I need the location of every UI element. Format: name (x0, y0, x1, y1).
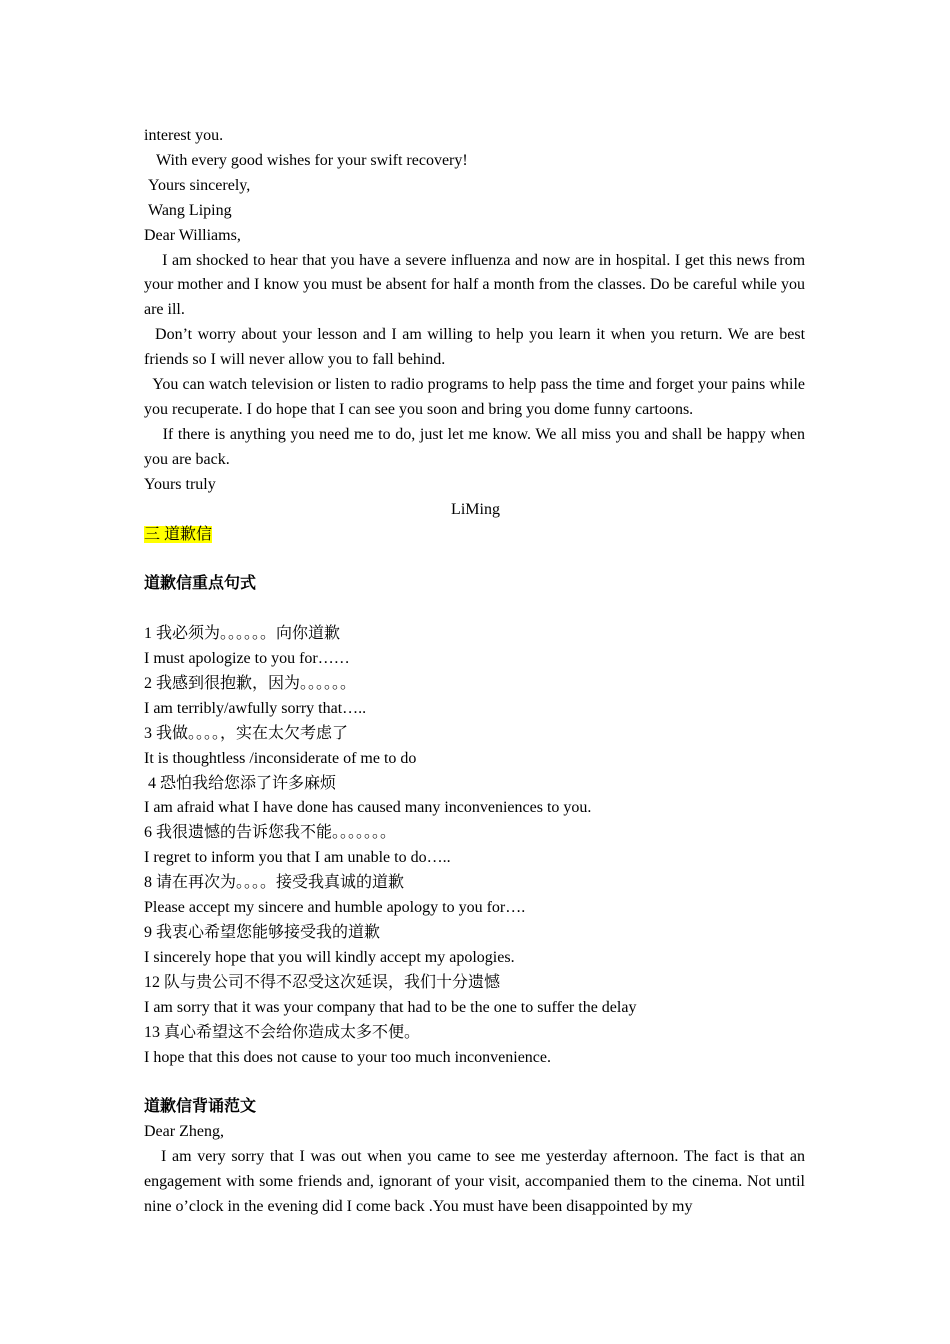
pattern-line: 1 我必须为。。。。。。向你道歉 (144, 625, 341, 643)
blank-line (144, 1070, 805, 1095)
pattern-line: 13 真心希望这不会给你造成太多不便。 (144, 1023, 421, 1041)
wishes-line: With every good wishes for your swift recovery! (144, 151, 468, 169)
section-heading (144, 523, 805, 548)
pattern-line: I hope that this does not cause to your too much inconvenience. (144, 1048, 552, 1066)
sample-heading: 道歉信背诵范文 (144, 1098, 257, 1116)
letter-signature: LiMing (451, 500, 500, 518)
pattern-line: 2 我感到很抱歉，因为。。。。。。 (144, 674, 357, 692)
highlighted-heading: 三 道歉信 (144, 525, 213, 543)
sample-greeting: Dear Zheng, (144, 1123, 224, 1141)
pattern-line: 8 请在再次为。。。。接受我真诚的道歉 (144, 874, 405, 892)
blank-line (144, 597, 805, 622)
pattern-line: Please accept my sincere and humble apology to you for…. (144, 899, 526, 917)
pattern-line: 4 恐怕我给您添了许多麻烦 (144, 774, 337, 792)
patterns-heading: 道歉信重点句式 (144, 575, 257, 593)
blank-line (144, 547, 805, 572)
pattern-line: I sincerely hope that you will kindly accept my apologies. (144, 948, 515, 966)
pattern-line: I am terribly/awfully sorry that….. (144, 699, 367, 717)
pattern-line: 3 我做。。。。，实在太欠考虑了 (144, 724, 349, 742)
pattern-line: I regret to inform you that I am unable to do….. (144, 849, 451, 867)
closing-line: Yours sincerely, (144, 176, 251, 194)
pattern-line: I must apologize to you for…… (144, 650, 350, 667)
sample-paragraph: I am very sorry that I was out when you came to see me yesterday afternoon. The fact is that an engagement with some friends and, ignorant of your visit, accompanied them to the cinema. Not until nine o’clock in the evening did I come back .You must have been disappointed by my (144, 1148, 810, 1215)
letter-paragraph: You can watch television or listen to radio programs to help pass the time and forget your pains while you recuperate. I do hope that I can see you soon and bring you dome funny cartoons. (144, 376, 810, 418)
letter-greeting: Dear Williams, (144, 226, 241, 244)
text-line: interest you. (144, 127, 224, 144)
pattern-line: I am sorry that it was your company that had to be the one to suffer the delay (144, 998, 637, 1016)
letter-paragraph: If there is anything you need me to do, just let me know. We all miss you and shall be happy when you are back. (144, 425, 810, 468)
pattern-line: It is thoughtless /inconsiderate of me to do (144, 749, 417, 767)
letter-paragraph: I am shocked to hear that you have a severe influenza and now are in hospital. I get this news from your mother and I know you must be absent for half a month from the classes. Do be careful while you are ill. (144, 251, 810, 319)
pattern-line: I am afraid what I have done has caused many inconveniences to you. (144, 799, 592, 817)
pattern-line: 9 我衷心希望您能够接受我的道歉 (144, 923, 381, 941)
pattern-line: 12 队与贵公司不得不忍受这次延误，我们十分遗憾 (144, 973, 501, 991)
pattern-line: 6 我很遗憾的告诉您我不能。。。。。。。 (144, 824, 397, 842)
letter-paragraph: Don’t worry about your lesson and I am willing to help you learn it when you return. We are best friends so I will never allow you to fall behind. (144, 326, 810, 369)
document-page (144, 124, 810, 1220)
signature-line: Wang Liping (144, 201, 232, 219)
letter-closing: Yours truly (144, 475, 216, 493)
